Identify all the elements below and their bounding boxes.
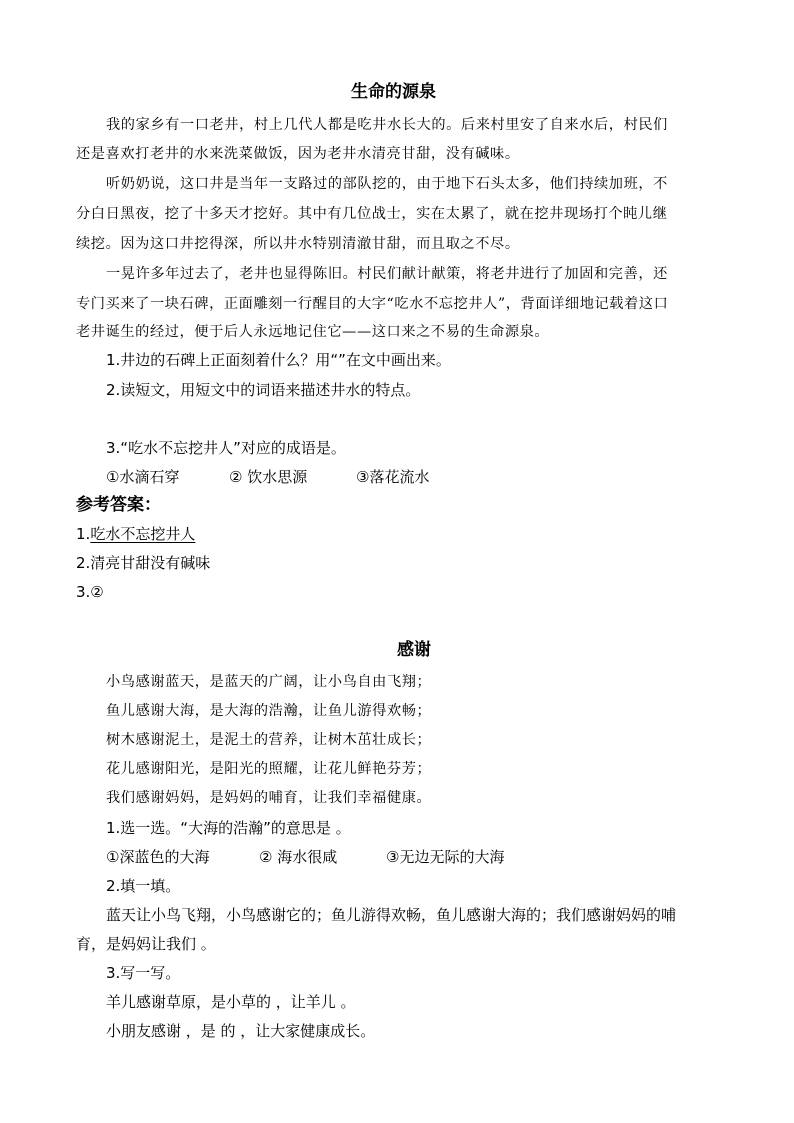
passage2-question1: 1.选一选。“大海的浩瀚”的意思是 。 bbox=[106, 819, 351, 837]
passage2-q1-option-3: ③无边无际的大海 bbox=[386, 848, 505, 866]
passage1-question3: 3.“吃水不忘挖井人”对应的成语是。 bbox=[106, 439, 346, 457]
poem-line-2: 鱼儿感谢大海，是大海的浩瀚，让鱼儿游得欢畅； bbox=[106, 703, 432, 719]
passage2-q3-text-line2: 小朋友感谢 ，是 的 ，让大家健康成长。 bbox=[106, 1022, 376, 1040]
passage1-para3-line1: 一晃许多年过去了，老井也显得陈旧。村民们献计献策，将老井进行了加固和完善，还 bbox=[106, 266, 668, 282]
passage2-q3-text-line1: 羊儿感谢草原，是小草的 ，让羊儿 。 bbox=[106, 993, 356, 1011]
passage2-title: 感谢 bbox=[397, 640, 431, 660]
passage1-q3-option-3: ③落花流水 bbox=[356, 468, 430, 486]
passage1-para2-line1: 听奶奶说，这口井是当年一支路过的部队挖的，由于地下石头太多，他们持续加班，不 bbox=[106, 176, 668, 192]
poem-line-3: 树木感谢泥土，是泥土的营养，让树木茁壮成长； bbox=[106, 732, 432, 748]
passage1-question2: 2.读短文，用短文中的词语来描述井水的特点。 bbox=[106, 381, 421, 399]
passage1-title: 生命的源泉 bbox=[351, 82, 436, 102]
passage2-q1-option-2: ② 海水很咸 bbox=[259, 848, 338, 866]
answer-1-prefix: 1. bbox=[76, 525, 91, 543]
passage1-para1-line1: 我的家乡有一口老井，村上几代人都是吃井水长大的。后来村里安了自来水后，村民们 bbox=[106, 117, 668, 133]
passage1-para3-line2: 专门买来了一块石碑，正面雕刻一行醒目的大字“吃水不忘挖井人”，背面详细地记载着这口 bbox=[76, 296, 669, 312]
passage1-question1: 1.井边的石碑上正面刻着什么？用“”在文中画出来。 bbox=[106, 351, 451, 369]
poem-line-1: 小鸟感谢蓝天，是蓝天的广阔，让小鸟自由飞翔； bbox=[106, 674, 432, 690]
answer-1 bbox=[76, 524, 195, 544]
passage1-para2-line3: 续挖。因为这口井挖得深，所以井水特别清澈甘甜，而且取之不尽。 bbox=[76, 236, 520, 252]
passage1-para3-line3: 老井诞生的经过，便于后人永远地记住它——这口来之不易的生命源泉。 bbox=[76, 324, 550, 340]
poem-line-5: 我们感谢妈妈，是妈妈的哺育，让我们幸福健康。 bbox=[106, 790, 432, 806]
poem-line-4: 花儿感谢阳光，是阳光的照耀，让花儿鲜艳芬芳； bbox=[106, 761, 432, 777]
passage1-para1-line2: 还是喜欢打老井的水来洗菜做饭，因为老井水清亮甘甜，没有碱味。 bbox=[76, 146, 520, 162]
answer-3: 3.② bbox=[76, 583, 104, 601]
passage1-q3-option-1: ①水滴石穿 bbox=[106, 468, 180, 486]
passage2-question2: 2.填一填。 bbox=[106, 877, 181, 895]
answer-1-underlined-text: 吃水不忘挖井人 bbox=[90, 525, 196, 543]
passage2-q1-option-1: ①深蓝色的大海 bbox=[106, 848, 210, 866]
passage2-q2-text-line2: 育，是妈妈让我们 。 bbox=[76, 935, 216, 953]
passage2-q2-text-line1: 蓝天让小鸟飞翔，小鸟感谢它的；鱼儿游得欢畅，鱼儿感谢大海的；我们感谢妈妈的哺 bbox=[106, 906, 677, 924]
answers-heading: 参考答案： bbox=[76, 495, 161, 515]
passage1-para2-line2: 分白日黑夜，挖了十多天才挖好。其中有几位战士，实在太累了，就在挖井现场打个盹儿继 bbox=[76, 206, 668, 222]
passage1-q3-option-2: ② 饮水思源 bbox=[229, 468, 308, 486]
passage2-question3: 3.写一写。 bbox=[106, 964, 181, 982]
answer-2: 2.清亮甘甜没有碱味 bbox=[76, 554, 211, 572]
